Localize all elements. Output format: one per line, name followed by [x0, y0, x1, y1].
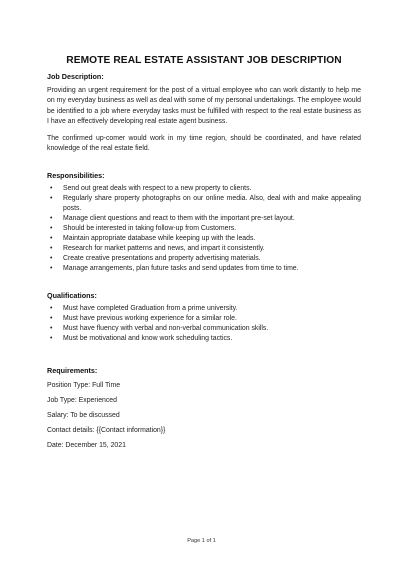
list-item-text: Manage client questions and react to them with the important pre-set layout.: [63, 215, 295, 223]
bullet-icon: •: [50, 325, 53, 333]
job-description-heading: Job Description:: [47, 72, 104, 81]
list-item: [47, 334, 361, 344]
list-item: [47, 184, 361, 194]
contact-details: Contact details: {{Contact information}}: [47, 427, 166, 435]
list-item: [47, 224, 361, 234]
bullet-icon: •: [50, 225, 53, 233]
job-description-paragraph: Providing an urgent requirement for the post of a virtual employee who can work distantly to help me on my everyday business as well as deal with some of my personal undertakings. The employee would be identified to a job where everyday tasks must be fulfilled with respect to the real estate business as I have an effectively developing real estate agent business.: [47, 87, 361, 126]
responsibilities-list: [47, 184, 361, 274]
bullet-icon: •: [50, 215, 53, 223]
bullet-icon: •: [50, 315, 53, 323]
bullet-icon: •: [50, 255, 53, 263]
document-content: [47, 55, 361, 449]
list-item-text: Should be interested in taking follow-up from Customers.: [63, 225, 237, 233]
list-item-text: Create creative presentations and property advertising materials.: [63, 255, 261, 263]
responsibilities-heading: Responsibilities:: [47, 171, 105, 181]
position-type: Position Type: Full Time: [47, 382, 121, 390]
list-item-text: Must have previous working experience for a similar role.: [63, 315, 237, 323]
list-item: [47, 244, 361, 254]
bullet-icon: •: [50, 305, 53, 313]
requirements-heading: Requirements:: [47, 366, 98, 376]
list-item: [47, 254, 361, 264]
list-item: [47, 314, 361, 324]
document-title: REMOTE REAL ESTATE ASSISTANT JOB DESCRIPTION: [66, 55, 342, 66]
list-item: [47, 214, 361, 224]
list-item-text: Research for market patterns and news, and impart it consistently.: [63, 245, 265, 253]
bullet-icon: •: [50, 245, 53, 253]
qualifications-list: [47, 304, 361, 344]
salary: Salary: To be discussed: [47, 412, 120, 420]
list-item-text: Must be motivational and know work scheduling tactics.: [63, 335, 233, 343]
list-item-text: Maintain appropriate database while keeping up with the leads.: [63, 235, 256, 243]
list-item-text: Regularly share property photographs on our online media. Also, deal with and make appealing posts.: [63, 195, 361, 213]
list-item: [47, 194, 361, 214]
bullet-icon: •: [50, 185, 53, 193]
bullet-icon: •: [50, 265, 53, 273]
qualifications-heading: Qualifications:: [47, 291, 97, 301]
date: Date: December 15, 2021: [47, 442, 126, 450]
bullet-icon: •: [50, 195, 53, 203]
page-number: Page 1 of 1: [187, 538, 216, 544]
list-item: [47, 324, 361, 334]
list-item-text: Manage arrangements, plan future tasks and send updates from time to time.: [63, 265, 299, 273]
list-item: [47, 264, 361, 274]
bullet-icon: •: [50, 335, 53, 343]
list-item: [47, 234, 361, 244]
job-type: Job Type: Experienced: [47, 397, 117, 405]
list-item-text: Must have completed Graduation from a prime university.: [63, 305, 238, 313]
list-item-text: Must have fluency with verbal and non-verbal communication skills.: [63, 325, 269, 333]
bullet-icon: •: [50, 235, 53, 243]
job-description-paragraph: The confirmed up-comer would work in my time region, should be coordinated, and have related knowledge of the real estate field.: [47, 134, 361, 153]
list-item: [47, 304, 361, 314]
list-item-text: Send out great deals with respect to a new property to clients.: [63, 185, 252, 193]
